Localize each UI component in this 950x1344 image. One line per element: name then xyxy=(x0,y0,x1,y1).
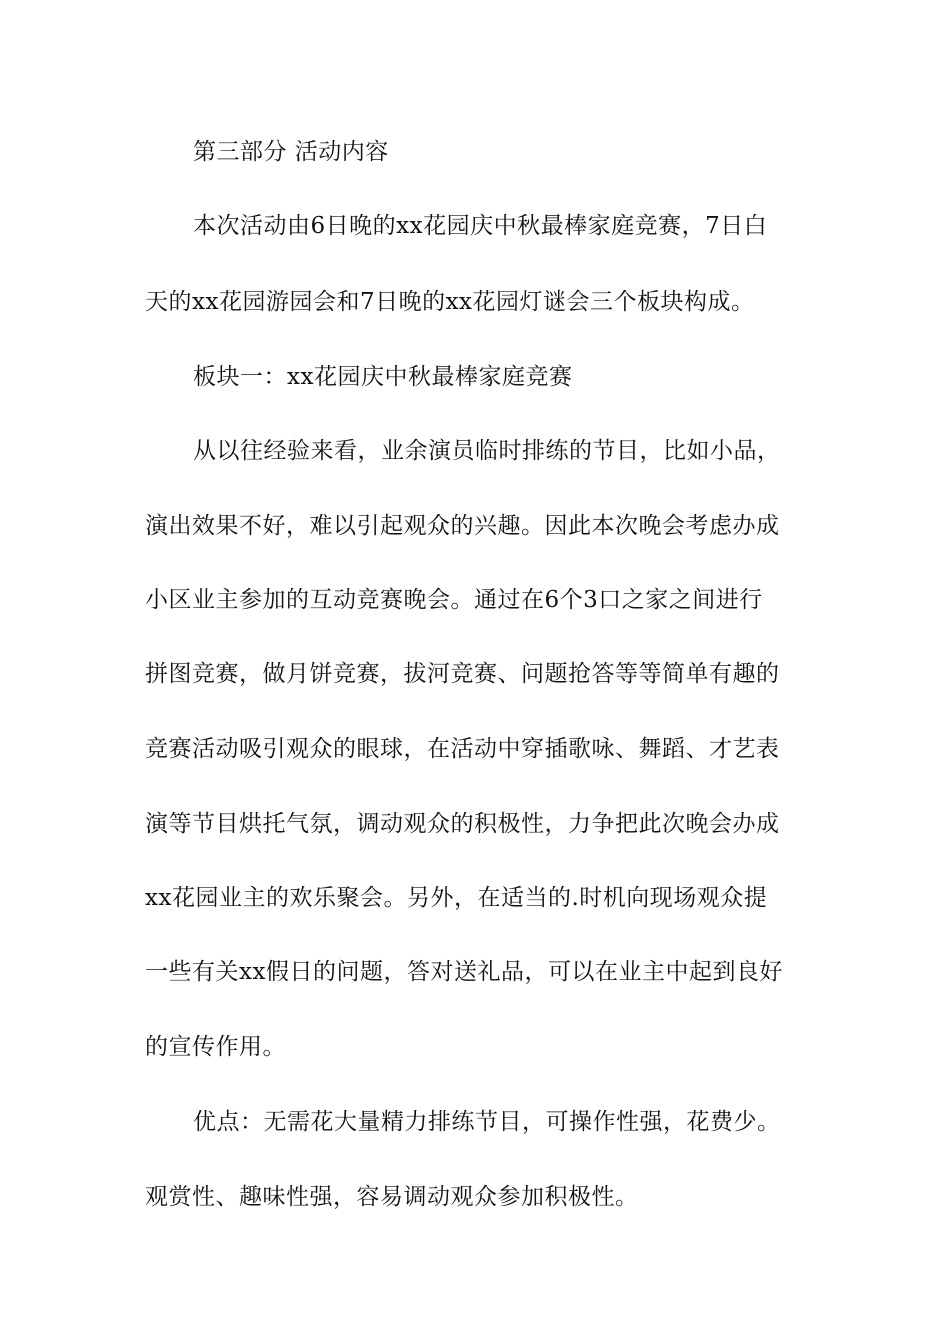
body-line-9: 的宣传作用。 xyxy=(145,1034,286,1060)
body-line-1: 从以往经验来看，业余演员临时排练的节目，比如小品， xyxy=(193,438,781,464)
body-line-3: 小区业主参加的互动竞赛晚会。通过在6个3口之家之间进行 xyxy=(145,587,763,613)
body-line-6: 演等节目烘托气氛，调动观众的积极性，力争把此次晚会办成 xyxy=(145,811,780,837)
intro-line-2: 天的xx花园游园会和7日晚的xx花园灯谜会三个板块构成。 xyxy=(145,289,755,315)
body-line-8: 一些有关xx假日的问题，答对送礼品，可以在业主中起到良好 xyxy=(145,959,783,985)
block1-heading: 板块一：xx花园庆中秋最棒家庭竞赛 xyxy=(193,364,573,390)
advantages-line-1: 优点：无需花大量精力排练节目，可操作性强，花费少。 xyxy=(193,1109,781,1135)
intro-line-1: 本次活动由6日晚的xx花园庆中秋最棒家庭竞赛，7日白 xyxy=(193,213,768,239)
section-heading: 第三部分 活动内容 xyxy=(193,139,389,165)
body-line-2: 演出效果不好，难以引起观众的兴趣。因此本次晚会考虑办成 xyxy=(145,513,780,539)
advantages-line-2: 观赏性、趣味性强，容易调动观众参加积极性。 xyxy=(145,1184,639,1210)
body-line-4: 拼图竞赛，做月饼竞赛，拔河竞赛、问题抢答等等简单有趣的 xyxy=(145,661,780,687)
body-line-5: 竞赛活动吸引观众的眼球，在活动中穿插歌咏、舞蹈、才艺表 xyxy=(145,736,780,762)
body-line-7: xx花园业主的欢乐聚会。另外，在适当的.时机向现场观众提 xyxy=(145,885,768,911)
